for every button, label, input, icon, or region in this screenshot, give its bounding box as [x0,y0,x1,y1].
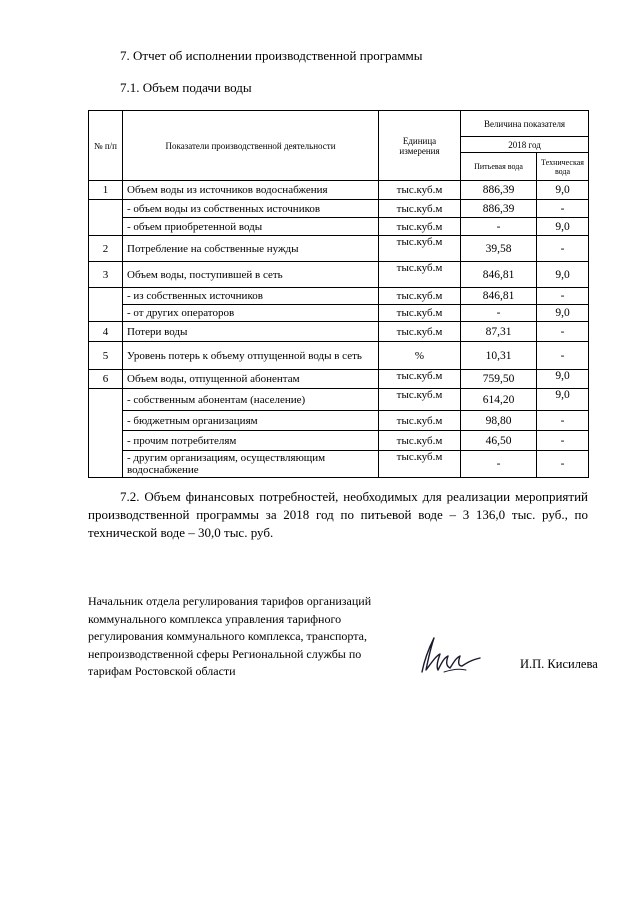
row-unit: тыс.куб.м [379,411,461,431]
signatory-name: И.П. Кисилева [520,657,598,671]
table-row [89,370,589,389]
row-unit: тыс.куб.м [379,322,461,342]
row-indicator: Объем воды, поступившей в сеть [123,262,379,288]
row-drinking: 759,50 [461,370,537,389]
row-indicator: Объем воды из источников водоснабжения [123,181,379,200]
row-technical: - [537,288,589,305]
handwritten-signature [414,632,484,678]
header-value: Величина показателя [461,111,589,137]
table-row [89,181,589,200]
row-drinking: - [461,451,537,478]
row-drinking: 87,31 [461,322,537,342]
row-no [89,288,123,322]
row-indicator: - другим организациям, осуществляющим водоснабжение [123,451,379,478]
row-technical: 9,0 [537,262,589,288]
row-drinking: 46,50 [461,431,537,451]
row-indicator: - объем приобретенной воды [123,218,379,236]
row-unit: тыс.куб.м [379,218,461,236]
table-row [89,322,589,342]
row-indicator: Потери воды [123,322,379,342]
row-unit: тыс.куб.м [379,370,461,389]
row-drinking: 39,58 [461,236,537,262]
row-indicator: - из собственных источников [123,288,379,305]
row-drinking: - [461,305,537,322]
table-row [89,305,589,322]
row-unit: тыс.куб.м [379,288,461,305]
row-technical: - [537,411,589,431]
section-heading: 7. Отчет об исполнении производственной программы [120,48,423,63]
table-row [89,288,589,305]
table-row [89,236,589,262]
header-drinking: Питьевая вода [461,153,537,181]
table-row [89,411,589,431]
row-technical: - [537,451,589,478]
row-unit: тыс.куб.м [379,305,461,322]
row-technical: - [537,236,589,262]
table-row [89,431,589,451]
row-unit: тыс.куб.м [379,451,461,478]
row-unit: тыс.куб.м [379,389,461,411]
row-indicator: - прочим потребителям [123,431,379,451]
subsection-heading: 7.1. Объем подачи воды [120,80,252,95]
row-unit: тыс.куб.м [379,181,461,200]
table-row [89,200,589,218]
header-no: № п/п [89,111,123,181]
water-supply-table [88,110,589,478]
row-indicator: - собственным абонентам (население) [123,389,379,411]
row-no: 5 [89,342,123,370]
row-drinking: 846,81 [461,262,537,288]
signatory-title: Начальник отдела регулирования тарифов организаций коммунального комплекса управления тарифного регулирования коммунального комплекса, транспорта, непроизводственной сферы Региональной службы по тарифам Ростовской области [88,594,372,678]
row-drinking: 886,39 [461,181,537,200]
row-drinking: 846,81 [461,288,537,305]
header-unit: Единица измерения [379,111,461,181]
row-indicator: Потребление на собственные нужды [123,236,379,262]
row-technical: - [537,200,589,218]
header-indicator: Показатели производственной деятельности [123,111,379,181]
row-indicator: - бюджетным организациям [123,411,379,431]
row-technical: 9,0 [537,218,589,236]
row-technical: 9,0 [537,305,589,322]
row-no: 2 [89,236,123,262]
row-drinking: 10,31 [461,342,537,370]
row-unit: тыс.куб.м [379,262,461,288]
row-unit: тыс.куб.м [379,200,461,218]
row-technical: - [537,342,589,370]
financial-needs-paragraph: 7.2. Объем финансовых потребностей, необходимых для реализации мероприятий производственной программы за 2018 год по питьевой воде – 3 136,0 тыс. руб., по технической воде – 30,0 тыс. руб. [88,489,588,540]
row-no [89,389,123,478]
row-technical: 9,0 [537,181,589,200]
table-row [89,389,589,411]
row-no: 3 [89,262,123,288]
row-indicator: Объем воды, отпущенной абонентам [123,370,379,389]
row-technical: 9,0 [537,389,589,411]
row-no: 4 [89,322,123,342]
table-row [89,218,589,236]
table-row [89,262,589,288]
row-unit: тыс.куб.м [379,431,461,451]
row-drinking: 614,20 [461,389,537,411]
row-no: 6 [89,370,123,389]
row-drinking: - [461,218,537,236]
row-technical: - [537,322,589,342]
row-drinking: 886,39 [461,200,537,218]
row-indicator: - объем воды из собственных источников [123,200,379,218]
table-row [89,342,589,370]
row-unit: тыс.куб.м [379,236,461,262]
row-no [89,200,123,236]
header-technical: Техническая вода [537,153,589,181]
row-indicator: Уровень потерь к объему отпущенной воды в сеть [123,342,379,370]
row-drinking: 98,80 [461,411,537,431]
row-no: 1 [89,181,123,200]
row-indicator: - от других операторов [123,305,379,322]
header-year: 2018 год [461,137,589,153]
row-technical: - [537,431,589,451]
row-unit: % [379,342,461,370]
row-technical: 9,0 [537,370,589,389]
table-row [89,451,589,478]
